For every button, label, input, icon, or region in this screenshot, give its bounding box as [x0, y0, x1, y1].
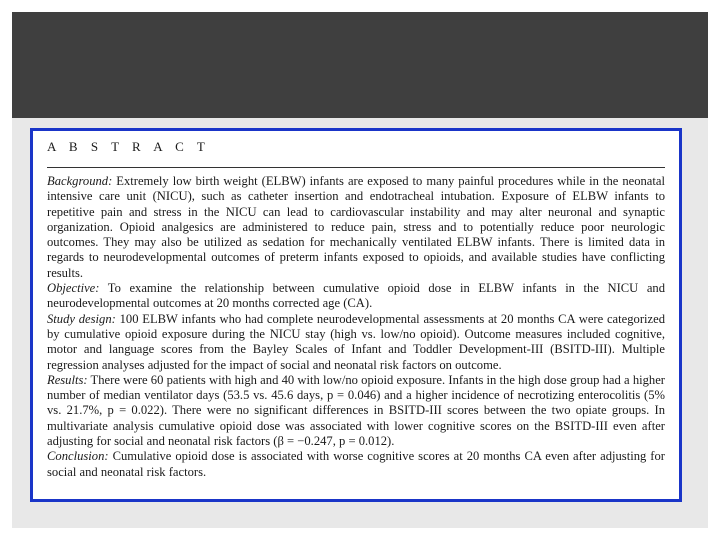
section-text: Extremely low birth weight (ELBW) infants are exposed to many painful procedures while in the neonatal intensive care unit (NICU), such as catheter insertion and endotracheal intubation. Exposure of ELBW infants to repetitive pain and stress in the NICU can lead to cardiovascular instability and may alter neuronal and synaptic organization. Opioid analgesics are administered to reduce pain, stress and to potentially reduce poor neurologic outcomes. They may also be utilized as sedation for mechanically ventilated ELBW infants. There is limited data in regards to neurodevelopmental outcomes of preterm infants exposed to opioids, and available studies have conflicting results. [47, 174, 665, 280]
section-label: Background: [47, 174, 113, 188]
section-study-design [47, 312, 665, 373]
section-label: Results: [47, 372, 88, 387]
abstract-heading: A B S T R A C T [47, 139, 210, 154]
section-text: 100 ELBW infants who had complete neurodevelopmental assessments at 20 months CA were categorized by cumulative opioid exposure during the NICU stay (high vs. low/no opioid). Outcome measures included cognitive, motor and language scores from the Bayley Scales of Infant and Toddler Development-III (BSITD-III). Multiple regression analyses adjusted for the impact of social and neonatal risk factors on outcome. [47, 311, 665, 372]
section-objective [47, 281, 665, 312]
heading-divider [47, 167, 665, 168]
section-conclusion [47, 449, 665, 480]
section-label: Conclusion: [47, 449, 109, 464]
section-results [47, 373, 665, 449]
section-label: Objective: [47, 281, 100, 296]
section-background [47, 174, 665, 281]
abstract-box [30, 128, 682, 502]
section-text: Cumulative opioid dose is associated with worse cognitive scores at 20 months CA even after adjusting for social and neonatal risk factors. [47, 449, 665, 479]
section-text: There were 60 patients with high and 40 with low/no opioid exposure. Infants in the high dose group had a higher number of median ventilator days (53.5 vs. 45.6 days, p = 0.046) and a higher incidence of necrotizing enterocolitis (5% vs. 21.7%, p = 0.022). There were no significant differences in BSITD-III scores between the two opiate groups. In multivariate analysis cumulative opioid dose was associated with lower cognitive scores on the BSITD-III even after adjusting for social and neonatal risk factors (β = −0.247, p = 0.012). [47, 372, 665, 449]
section-text: To examine the relationship between cumulative opioid dose in ELBW infants in the NICU and neurodevelopmental outcomes at 20 months corrected age (CA). [47, 281, 665, 311]
abstract-body [47, 174, 665, 480]
slide-header-band [12, 12, 708, 118]
section-label: Study design: [47, 311, 116, 326]
